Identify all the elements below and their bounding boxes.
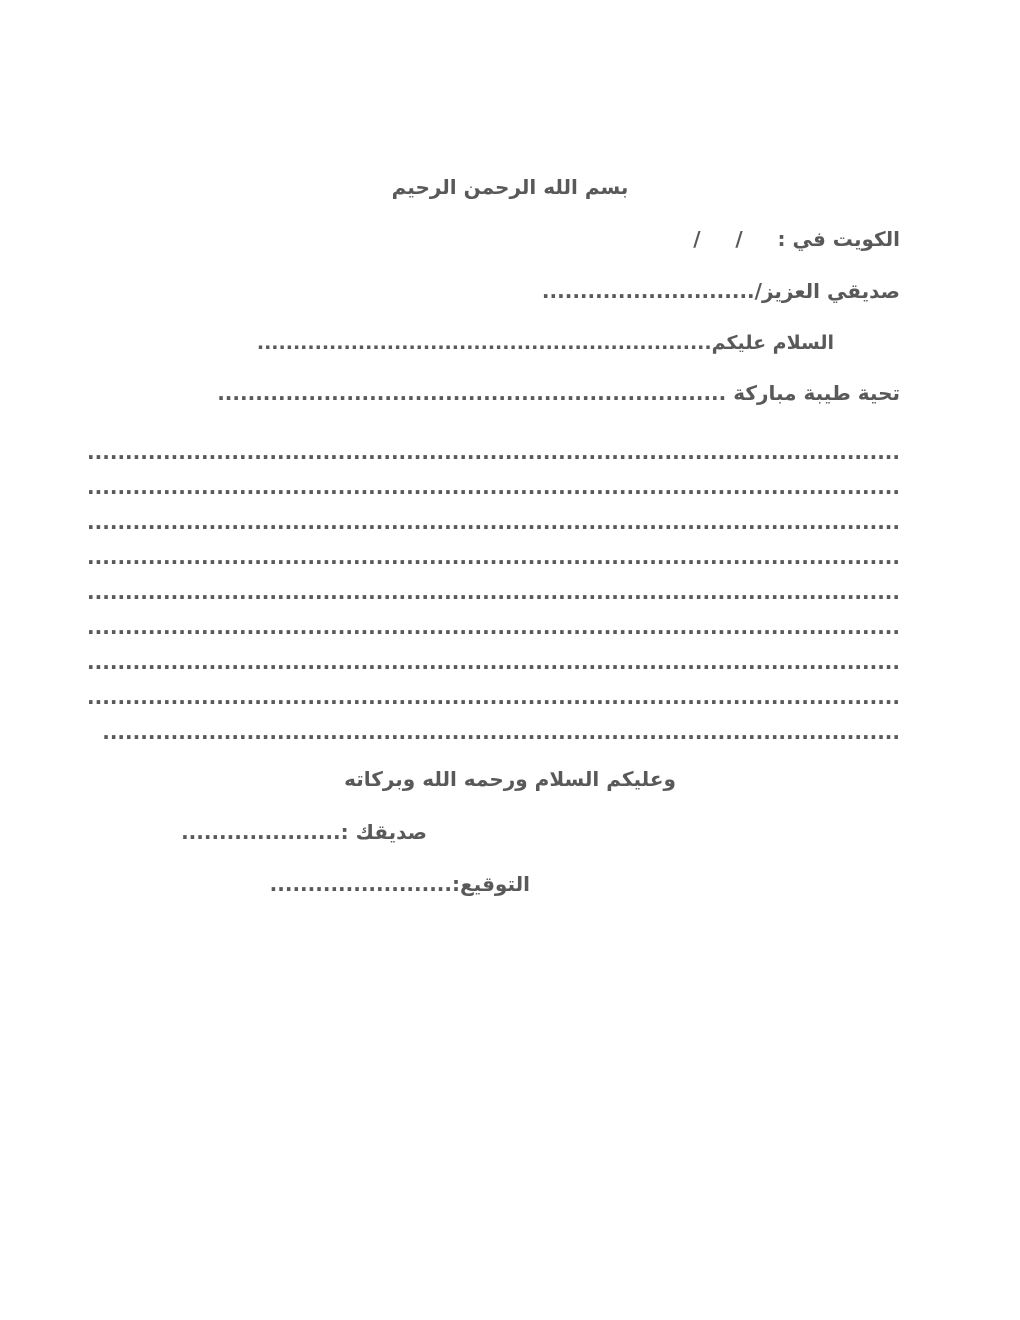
basmala-heading bbox=[0, 173, 1020, 201]
sender-blank: ..................... bbox=[181, 820, 341, 844]
recipient-label: صديقي العزيز/ bbox=[754, 279, 900, 303]
salutation-blank: ................................................................... bbox=[217, 381, 727, 405]
body-line: ........................................................................................................... bbox=[87, 650, 900, 674]
recipient-blank: ............................ bbox=[541, 279, 755, 303]
closing-text: وعليكم السلام ورحمه الله وبركاته bbox=[344, 767, 676, 791]
signature-blank: ........................ bbox=[269, 872, 452, 896]
basmala-text: بسم الله الرحمن الرحيم bbox=[391, 175, 629, 199]
greeting-label: السلام عليكم bbox=[711, 332, 834, 354]
body-line: ........................................................................................................... bbox=[87, 475, 900, 499]
signature-line bbox=[270, 870, 530, 898]
body-line: ........................................................................................................... bbox=[87, 615, 900, 639]
recipient-line bbox=[542, 277, 900, 305]
date-line bbox=[693, 225, 900, 253]
greeting-line bbox=[257, 329, 834, 357]
salutation-label: تحية طيبة مباركة bbox=[733, 381, 900, 405]
body-line: ........................................................................................................... bbox=[87, 685, 900, 709]
sender-line bbox=[181, 818, 427, 846]
date-text: الكويت في : / / bbox=[693, 227, 900, 251]
body-line: ........................................................................................................... bbox=[87, 440, 900, 464]
closing-line bbox=[0, 765, 1020, 793]
sender-label: صديقك : bbox=[340, 820, 427, 844]
greeting-blank: ............................................................... bbox=[256, 332, 712, 354]
signature-label: التوقيع: bbox=[452, 872, 530, 896]
body-line: ........................................................................................................... bbox=[87, 580, 900, 604]
body-line: ......................................................................................................... bbox=[102, 720, 900, 744]
salutation-line bbox=[217, 379, 900, 407]
body-line: ........................................................................................................... bbox=[87, 510, 900, 534]
body-line: ........................................................................................................... bbox=[87, 545, 900, 569]
